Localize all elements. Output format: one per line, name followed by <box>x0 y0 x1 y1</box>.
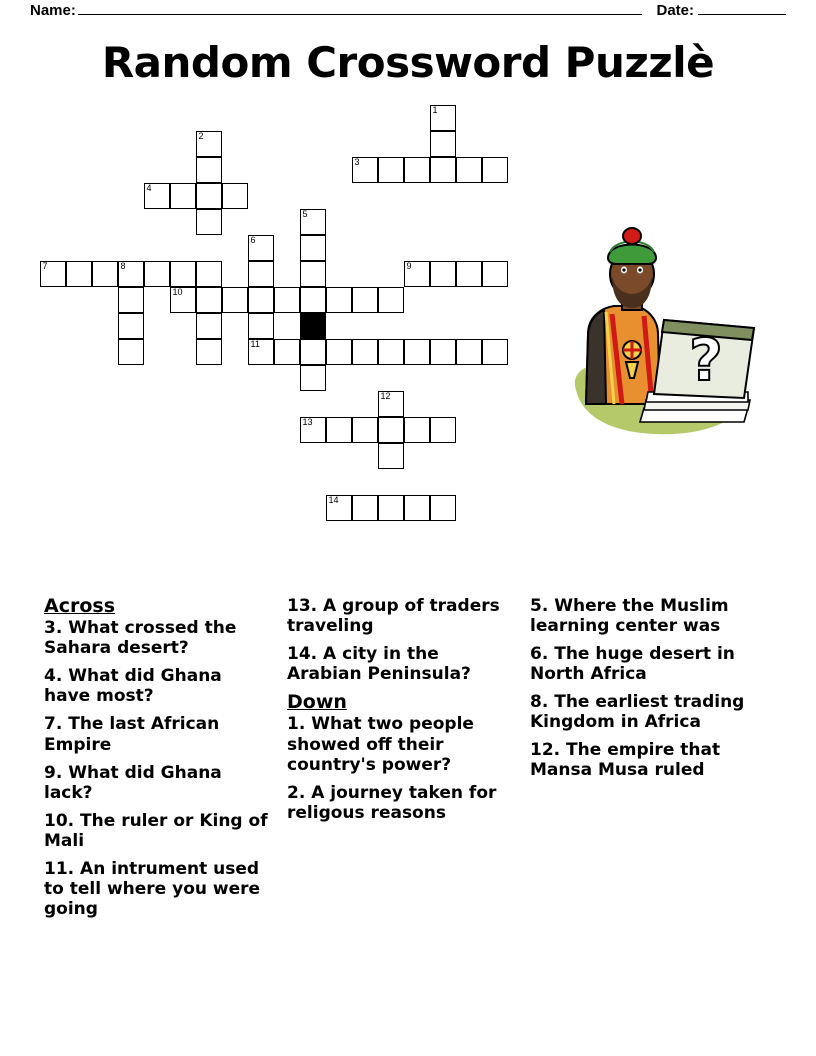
clue-number: 7. <box>44 714 63 735</box>
clue-across-7 <box>44 714 273 754</box>
grid-cell[interactable] <box>430 339 456 365</box>
clues-section <box>44 596 774 986</box>
grid-cell[interactable] <box>144 183 170 209</box>
grid-cell[interactable] <box>378 287 404 313</box>
grid-cell[interactable] <box>144 261 170 287</box>
clue-text: What crossed the Sahara desert? <box>44 618 237 659</box>
grid-cell-number: 12 <box>380 391 391 401</box>
grid-cell-number: 6 <box>250 235 256 245</box>
grid-cell[interactable] <box>352 157 378 183</box>
grid-cell[interactable] <box>196 209 222 235</box>
grid-cell[interactable] <box>326 287 352 313</box>
grid-cell[interactable] <box>404 261 430 287</box>
grid-cell[interactable] <box>378 157 404 183</box>
name-blank-line <box>78 2 643 15</box>
grid-cell[interactable] <box>248 339 274 365</box>
grid-cell[interactable] <box>430 105 456 131</box>
clues-column-2 <box>287 596 530 986</box>
grid-cell[interactable] <box>326 417 352 443</box>
grid-cell[interactable] <box>196 157 222 183</box>
grid-cell[interactable] <box>430 417 456 443</box>
grid-cell[interactable] <box>326 339 352 365</box>
mansa-musa-with-book-illustration <box>548 222 758 452</box>
grid-cell[interactable] <box>92 261 118 287</box>
grid-cell[interactable] <box>196 183 222 209</box>
grid-cell[interactable] <box>196 261 222 287</box>
grid-cell[interactable] <box>248 313 274 339</box>
grid-cell[interactable] <box>456 157 482 183</box>
grid-cell-number: 2 <box>198 131 204 141</box>
grid-cell[interactable] <box>404 339 430 365</box>
grid-cell[interactable] <box>352 339 378 365</box>
grid-cell[interactable] <box>248 235 274 261</box>
clue-number: 1. <box>287 714 306 735</box>
grid-cell[interactable] <box>170 261 196 287</box>
grid-cell[interactable] <box>66 261 92 287</box>
grid-cell[interactable] <box>118 287 144 313</box>
clue-number: 6. <box>530 644 549 665</box>
grid-cell[interactable] <box>430 261 456 287</box>
clue-text: A group of traders traveling <box>287 596 500 637</box>
clue-text: The ruler or King of Mali <box>44 810 268 851</box>
grid-cell-number: 3 <box>354 157 360 167</box>
clue-text: What did Ghana have most? <box>44 666 222 707</box>
grid-cell[interactable] <box>456 339 482 365</box>
grid-cell[interactable] <box>430 131 456 157</box>
grid-cell-number: 7 <box>42 261 48 271</box>
grid-cell[interactable] <box>300 365 326 391</box>
down-heading: Down <box>287 691 347 714</box>
grid-cell[interactable] <box>170 183 196 209</box>
clue-number: 2. <box>287 782 306 803</box>
clue-text: The empire that Mansa Musa ruled <box>530 740 721 781</box>
grid-cell[interactable] <box>300 235 326 261</box>
grid-cell[interactable] <box>170 287 196 313</box>
grid-cell-number: 4 <box>146 183 152 193</box>
grid-cell[interactable] <box>430 157 456 183</box>
clue-number: 12. <box>530 740 561 761</box>
grid-cell[interactable] <box>326 495 352 521</box>
date-label: Date: <box>656 2 694 19</box>
clue-text: A journey taken for religous reasons <box>287 782 497 823</box>
crossword-grid[interactable] <box>40 105 560 590</box>
grid-cell[interactable] <box>196 313 222 339</box>
clue-across-3 <box>44 618 273 658</box>
grid-cell[interactable] <box>378 391 404 417</box>
grid-cell-blocked <box>300 313 326 339</box>
grid-cell[interactable] <box>430 495 456 521</box>
clue-number: 9. <box>44 762 63 783</box>
clue-down-8 <box>530 692 760 732</box>
clue-number: 14. <box>287 644 318 665</box>
grid-cell[interactable] <box>274 339 300 365</box>
grid-cell[interactable] <box>118 339 144 365</box>
grid-cell[interactable] <box>378 495 404 521</box>
grid-cell-number: 1 <box>432 105 438 115</box>
clue-across-11 <box>44 859 273 919</box>
grid-cell[interactable] <box>352 417 378 443</box>
clue-number: 13. <box>287 596 318 616</box>
grid-cell[interactable] <box>404 157 430 183</box>
clue-across-9 <box>44 763 273 803</box>
clue-down-2 <box>287 783 516 823</box>
grid-cell[interactable] <box>300 417 326 443</box>
grid-cell[interactable] <box>352 287 378 313</box>
grid-cell[interactable] <box>300 339 326 365</box>
grid-cell[interactable] <box>40 261 66 287</box>
clue-text: What two people showed off their country's power? <box>287 714 474 775</box>
clue-down-12 <box>530 740 760 780</box>
clue-text: An intrument used to tell where you were going <box>44 858 261 919</box>
grid-cell[interactable] <box>248 261 274 287</box>
grid-cell[interactable] <box>274 287 300 313</box>
clue-across-10 <box>44 811 273 851</box>
grid-cell[interactable] <box>482 339 508 365</box>
grid-cell[interactable] <box>482 157 508 183</box>
clue-text: The huge desert in North Africa <box>530 644 735 685</box>
clue-down-5 <box>530 596 760 636</box>
clue-across-14 <box>287 644 516 684</box>
grid-cell-number: 14 <box>328 495 339 505</box>
grid-cell[interactable] <box>300 261 326 287</box>
grid-cell[interactable] <box>196 339 222 365</box>
grid-cell[interactable] <box>300 209 326 235</box>
grid-cell[interactable] <box>118 261 144 287</box>
grid-cell[interactable] <box>222 287 248 313</box>
grid-cell-number: 11 <box>250 339 260 349</box>
grid-cell-number: 13 <box>302 417 313 427</box>
clue-number: 8. <box>530 692 549 713</box>
svg-text:?: ? <box>689 326 723 394</box>
name-label: Name: <box>30 2 76 19</box>
grid-cell-number: 10 <box>172 287 183 297</box>
page-title: Random Crossword Puzzlè <box>101 38 715 87</box>
clue-text: The earliest trading Kingdom in Africa <box>530 692 745 733</box>
clue-number: 11. <box>44 858 75 879</box>
grid-cell[interactable] <box>378 443 404 469</box>
clue-down-1 <box>287 714 516 774</box>
clue-down-6 <box>530 644 760 684</box>
clues-column-1 <box>44 596 287 986</box>
clue-number: 5. <box>530 596 549 616</box>
date-blank-line <box>698 2 786 15</box>
grid-cell[interactable] <box>404 495 430 521</box>
grid-cell[interactable] <box>196 287 222 313</box>
grid-cell[interactable] <box>378 339 404 365</box>
grid-cell[interactable] <box>456 261 482 287</box>
clue-text: Where the Muslim learning center was <box>530 596 729 637</box>
clue-number: 3. <box>44 618 63 639</box>
clue-number: 4. <box>44 666 63 687</box>
clue-text: A city in the Arabian Peninsula? <box>287 644 471 685</box>
clue-across-13 <box>287 596 516 636</box>
clue-text: The last African Empire <box>44 714 220 755</box>
clue-number: 10. <box>44 810 75 831</box>
header-name-date-line <box>30 2 786 19</box>
grid-cell-number: 8 <box>120 261 126 271</box>
grid-cell[interactable] <box>300 287 326 313</box>
grid-cell[interactable] <box>222 183 248 209</box>
across-heading: Across <box>44 595 116 617</box>
grid-cell[interactable] <box>404 417 430 443</box>
grid-cell[interactable] <box>352 495 378 521</box>
grid-cell-number: 9 <box>406 261 412 271</box>
grid-cell[interactable] <box>482 261 508 287</box>
grid-cell[interactable] <box>378 417 404 443</box>
clue-across-4 <box>44 666 273 706</box>
grid-cell[interactable] <box>196 131 222 157</box>
clues-column-3 <box>530 596 774 986</box>
grid-cell-number: 5 <box>302 209 308 219</box>
clue-text: What did Ghana lack? <box>44 762 222 803</box>
grid-cell[interactable] <box>248 287 274 313</box>
grid-cell[interactable] <box>118 313 144 339</box>
